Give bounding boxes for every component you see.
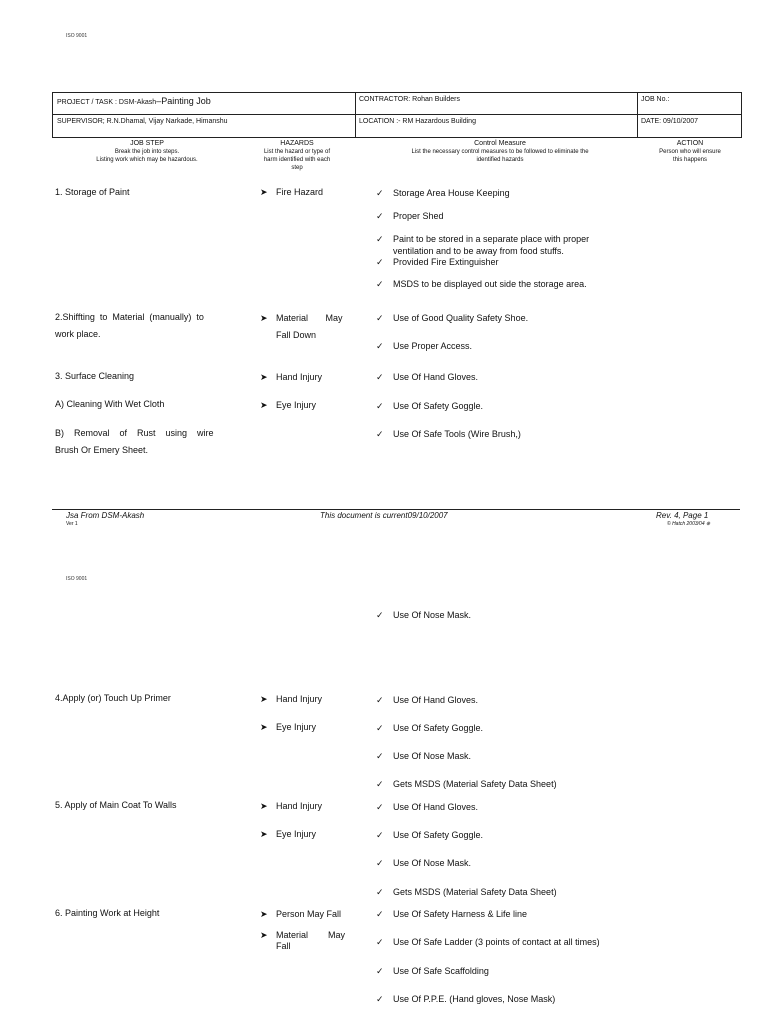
col-control: Control Measure List the necessary control measures to be followed to eliminate the identified hazards bbox=[411, 140, 589, 163]
arrow-bullet-icon: ➤ bbox=[260, 400, 268, 410]
job-no: JOB No.: bbox=[641, 96, 670, 103]
control-item-cont: ventilation and to be away from food stuffs. bbox=[393, 246, 564, 256]
hazard-item: ➤ Eye Injury bbox=[260, 722, 317, 732]
control-item: ✓ Use Of Safety Goggle. bbox=[376, 830, 484, 840]
step-3: 3. Surface Cleaning bbox=[55, 371, 135, 381]
control-item: ✓ Proper Shed bbox=[376, 211, 444, 221]
checkmark-icon: ✓ bbox=[376, 401, 384, 411]
col-hazards: HAZARDS List the hazard or type of harm identified with each step bbox=[263, 140, 331, 171]
project-task: PROJECT / TASK : DSM-Akash–Painting Job bbox=[57, 96, 211, 106]
checkmark-icon: ✓ bbox=[376, 313, 384, 323]
checkmark-icon: ✓ bbox=[376, 188, 384, 198]
arrow-bullet-icon: ➤ bbox=[260, 909, 268, 919]
checkmark-icon: ✓ bbox=[376, 723, 384, 733]
checkmark-icon: ✓ bbox=[376, 211, 384, 221]
hazard-item-cont: Fall Down bbox=[276, 330, 317, 340]
col-job-step: JOB STEP Break the job into steps. Listing work which may be hazardous. bbox=[96, 140, 198, 163]
checkmark-icon: ✓ bbox=[376, 341, 384, 351]
control-item: ✓ Use Of Safety Goggle. bbox=[376, 401, 484, 411]
checkmark-icon: ✓ bbox=[376, 966, 384, 976]
checkmark-icon: ✓ bbox=[376, 257, 384, 267]
control-item: ✓ Gets MSDS (Material Safety Data Sheet) bbox=[376, 887, 557, 897]
control-item: ✓ Use Of Nose Mask. bbox=[376, 751, 472, 761]
control-item: ✓ Use Of Safe Ladder (3 points of contact at all times) bbox=[376, 937, 600, 947]
control-item: ✓ MSDS to be displayed out side the storage area. bbox=[376, 279, 587, 289]
footer-ver: Ver 1 bbox=[66, 521, 78, 527]
control-item: ✓ Use Of Safe Tools (Wire Brush,) bbox=[376, 429, 521, 439]
arrow-bullet-icon: ➤ bbox=[260, 801, 268, 811]
contractor: CONTRACTOR: Rohan Builders bbox=[359, 96, 461, 103]
step-5: 5. Apply of Main Coat To Walls bbox=[55, 800, 177, 810]
step-3b-line2: Brush Or Emery Sheet. bbox=[55, 445, 149, 455]
checkmark-icon: ✓ bbox=[376, 909, 384, 919]
footer-divider bbox=[52, 509, 740, 510]
arrow-bullet-icon: ➤ bbox=[260, 694, 268, 704]
control-item: ✓ Use Of Hand Gloves. bbox=[376, 372, 479, 382]
checkmark-icon: ✓ bbox=[376, 429, 384, 439]
checkmark-icon: ✓ bbox=[376, 830, 384, 840]
checkmark-icon: ✓ bbox=[376, 610, 384, 620]
control-item: ✓ Use Of P.P.E. (Hand gloves, Nose Mask) bbox=[376, 994, 556, 1004]
step-2-line2: work place. bbox=[55, 329, 101, 339]
checkmark-icon: ✓ bbox=[376, 695, 384, 705]
hazard-item: ➤ Material May bbox=[260, 313, 343, 323]
control-item: ✓ Use Of Hand Gloves. bbox=[376, 695, 479, 705]
control-item: ✓ Gets MSDS (Material Safety Data Sheet) bbox=[376, 779, 557, 789]
control-item: ✓ Use of Good Quality Safety Shoe. bbox=[376, 313, 529, 323]
hazard-item: ➤ Hand Injury bbox=[260, 801, 323, 811]
hazard-item-cont: Fall bbox=[276, 941, 291, 951]
checkmark-icon: ✓ bbox=[376, 234, 384, 244]
location: LOCATION :- RM Hazardous Building bbox=[359, 118, 476, 125]
step-1: 1. Storage of Paint bbox=[55, 187, 130, 197]
control-item: ✓ Use Of Nose Mask. bbox=[376, 858, 472, 868]
checkmark-icon: ✓ bbox=[376, 858, 384, 868]
control-item: ✓ Paint to be stored in a separate place with proper bbox=[376, 234, 590, 244]
checkmark-icon: ✓ bbox=[376, 994, 384, 1004]
checkmark-icon: ✓ bbox=[376, 937, 384, 947]
control-item: ✓ Storage Area House Keeping bbox=[376, 188, 510, 198]
hazard-item: ➤ Material May bbox=[260, 930, 346, 940]
checkmark-icon: ✓ bbox=[376, 751, 384, 761]
checkmark-icon: ✓ bbox=[376, 779, 384, 789]
step-3b-line1: B) Removal of Rust using wire bbox=[55, 428, 214, 438]
checkmark-icon: ✓ bbox=[376, 802, 384, 812]
checkmark-icon: ✓ bbox=[376, 887, 384, 897]
footer-left: Jsa From DSM-Akash bbox=[66, 511, 145, 520]
hazard-item: ➤ Hand Injury bbox=[260, 694, 323, 704]
control-item: ✓ Use Of Nose Mask. bbox=[376, 610, 472, 620]
hazard-item: ➤ Fire Hazard bbox=[260, 187, 324, 197]
control-item: ✓ Use Of Safety Goggle. bbox=[376, 723, 484, 733]
hazard-item: ➤ Hand Injury bbox=[260, 372, 323, 382]
checkmark-icon: ✓ bbox=[376, 279, 384, 289]
checkmark-icon: ✓ bbox=[376, 372, 384, 382]
control-item: ✓ Provided Fire Extinguisher bbox=[376, 257, 499, 267]
control-item: ✓ Use Proper Access. bbox=[376, 341, 473, 351]
step-4: 4.Apply (or) Touch Up Primer bbox=[55, 693, 171, 703]
arrow-bullet-icon: ➤ bbox=[260, 930, 268, 940]
iso-label: ISO 9001 bbox=[66, 33, 88, 39]
arrow-bullet-icon: ➤ bbox=[260, 313, 268, 323]
control-item: ✓ Use Of Safety Harness & Life line bbox=[376, 909, 528, 919]
hazard-item: ➤ Eye Injury bbox=[260, 400, 317, 410]
arrow-bullet-icon: ➤ bbox=[260, 829, 268, 839]
arrow-bullet-icon: ➤ bbox=[260, 187, 268, 197]
hazard-item: ➤ Eye Injury bbox=[260, 829, 317, 839]
step-3a: A) Cleaning With Wet Cloth bbox=[55, 399, 165, 409]
date: DATE: 09/10/2007 bbox=[641, 118, 699, 125]
hazard-item: ➤ Person May Fall bbox=[260, 909, 342, 919]
control-item: ✓ Use Of Hand Gloves. bbox=[376, 802, 479, 812]
col-action: ACTION Person who will ensure this happens bbox=[659, 140, 721, 163]
supervisor: SUPERVISOR; R.N.Dhamal, Vijay Narkade, Himanshu bbox=[57, 118, 228, 125]
footer-right: Rev. 4, Page 1 bbox=[656, 511, 709, 520]
arrow-bullet-icon: ➤ bbox=[260, 722, 268, 732]
control-item: ✓ Use Of Safe Scaffolding bbox=[376, 966, 489, 976]
footer-center: This document is current09/10/2007 bbox=[320, 511, 448, 520]
step-2-line1: 2.Shiffting to Material (manually) to bbox=[55, 312, 204, 322]
header-table bbox=[52, 92, 742, 138]
iso-label-page2: ISO 9001 bbox=[66, 576, 88, 582]
footer-right-small: © Hatch 2003/04 ⊕ bbox=[667, 521, 711, 527]
arrow-bullet-icon: ➤ bbox=[260, 372, 268, 382]
step-6: 6. Painting Work at Height bbox=[55, 908, 160, 918]
